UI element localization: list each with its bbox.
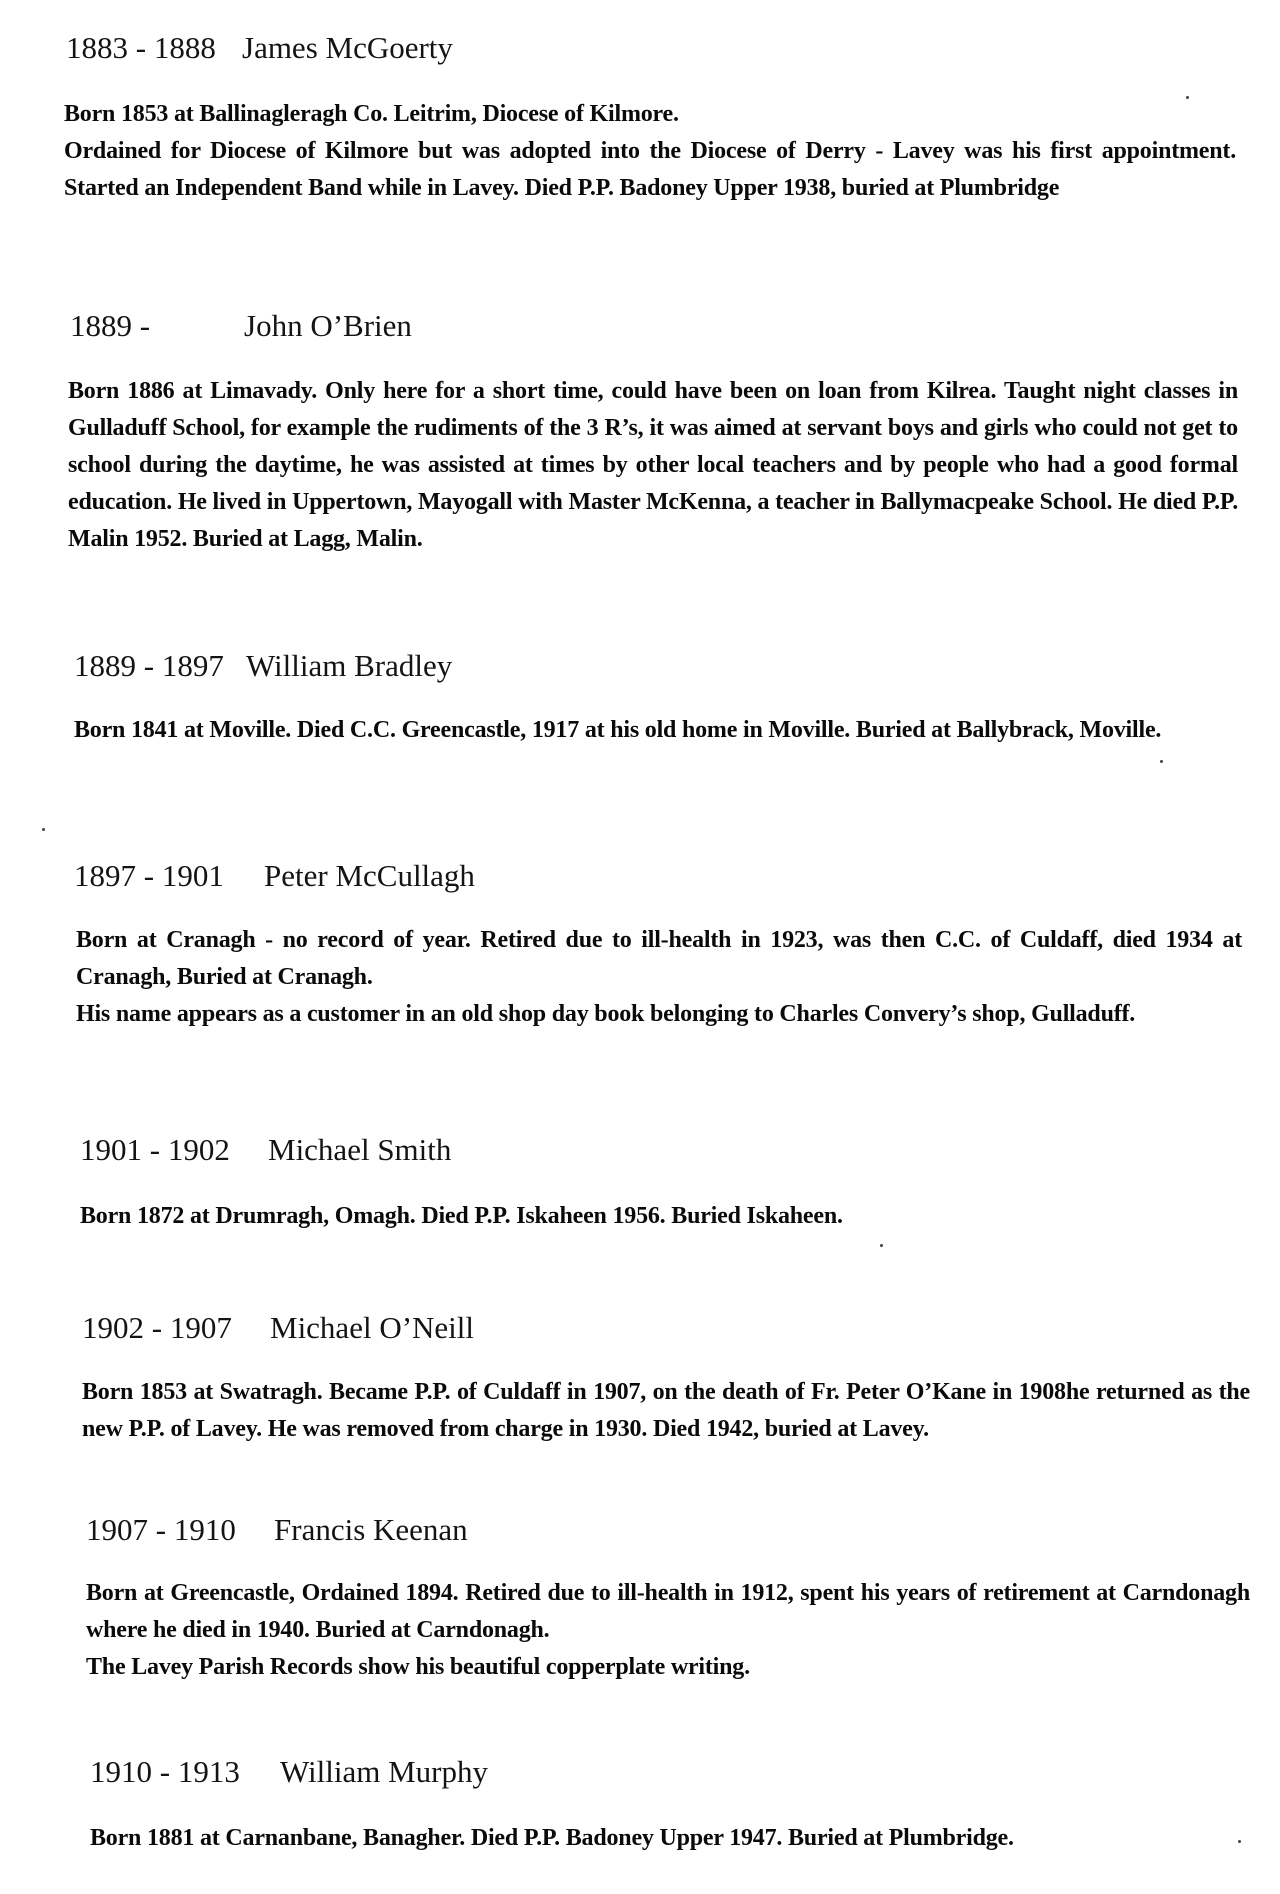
- entry-biography: [86, 1575, 1250, 1686]
- entry-biography: [76, 922, 1242, 1033]
- bio-paragraph: Ordained for Diocese of Kilmore but was adopted into the Diocese of Derry - Lavey was his first appointment. Started an Independent Band while in Lavey. Died P.P. Badoney Upper 1938, buried at Plumbridge: [64, 138, 1236, 201]
- bio-paragraph: Born 1886 at Limavady. Only here for a short time, could have been on loan from Kilrea. Taught night classes in Gulladuff School, for example the rudiments of the 3 R’s, it was aimed at servant boys and girls who could not get to school during the daytime, he was assisted at times by other local teachers and by people who had a good formal education. He lived in Uppertown, Mayogall with Master McKenna, a teacher in Ballymacpeake School. He died P.P. Malin 1952. Buried at Lagg, Malin.: [68, 378, 1238, 552]
- entry-name: Michael Smith: [268, 1132, 452, 1167]
- entry-name: William Murphy: [280, 1754, 488, 1789]
- entry-heading: [66, 30, 453, 66]
- entry-heading: [90, 1754, 488, 1790]
- scan-speck: [42, 828, 45, 831]
- scan-speck: [880, 1244, 883, 1247]
- entry-name: Francis Keenan: [274, 1512, 468, 1547]
- bio-paragraph: Born 1853 at Swatragh. Became P.P. of Culdaff in 1907, on the death of Fr. Peter O’Kane in 1908he returned as the new P.P. of Lavey. He was removed from charge in 1930. Died 1942, buried at Lavey.: [82, 1379, 1250, 1442]
- entry-biography: [74, 712, 1240, 749]
- scan-speck: [1186, 96, 1189, 99]
- scan-speck: [1160, 760, 1163, 763]
- bio-paragraph: Born 1853 at Ballinagleragh Co. Leitrim, Diocese of Kilmore.: [64, 101, 679, 127]
- entry-biography: [82, 1374, 1250, 1448]
- entry-name: John O’Brien: [244, 308, 412, 343]
- bio-paragraph: Born at Greencastle, Ordained 1894. Retired due to ill-health in 1912, spent his years of retirement at Carndonagh where he died in 1940. Buried at Carndonagh.: [86, 1580, 1250, 1643]
- entry-years: 1889 - 1897: [74, 648, 224, 683]
- entry-years: 1902 - 1907: [82, 1310, 232, 1345]
- entry-heading: [80, 1132, 451, 1168]
- entry-years: 1907 - 1910: [86, 1512, 236, 1547]
- entry-years: 1889 -: [70, 308, 151, 343]
- bio-paragraph: Born 1872 at Drumragh, Omagh. Died P.P. Iskaheen 1956. Buried Iskaheen.: [80, 1203, 843, 1229]
- entry-biography: [90, 1820, 1250, 1857]
- entry-years: 1901 - 1902: [80, 1132, 230, 1167]
- entry-heading: [82, 1310, 474, 1346]
- entry-name: James McGoerty: [242, 30, 453, 65]
- entry-name: William Bradley: [246, 648, 453, 683]
- entry-heading: [86, 1512, 468, 1548]
- entry-biography: [64, 96, 1236, 207]
- entry-name: Peter McCullagh: [264, 858, 475, 893]
- bio-paragraph: Born 1841 at Moville. Died C.C. Greencastle, 1917 at his old home in Moville. Buried at Ballybrack, Moville.: [74, 717, 1162, 743]
- entry-heading: [70, 308, 412, 344]
- entry-years: 1910 - 1913: [90, 1754, 240, 1789]
- bio-paragraph: Born at Cranagh - no record of year. Retired due to ill-health in 1923, was then C.C. of Culdaff, died 1934 at Cranagh, Buried at Cranagh.: [76, 927, 1242, 990]
- entry-biography: [80, 1198, 1240, 1235]
- entry-years: 1883 - 1888: [66, 30, 216, 65]
- bio-paragraph: The Lavey Parish Records show his beautiful copperplate writing.: [86, 1654, 750, 1680]
- entry-years: 1897 - 1901: [74, 858, 224, 893]
- entry-biography: [68, 373, 1238, 558]
- entry-heading: [74, 648, 452, 684]
- entry-name: Michael O’Neill: [270, 1310, 475, 1345]
- entry-heading: [74, 858, 475, 894]
- scan-speck: [1238, 1840, 1241, 1843]
- bio-paragraph: Born 1881 at Carnanbane, Banagher. Died P.P. Badoney Upper 1947. Buried at Plumbridge.: [90, 1825, 1014, 1851]
- bio-paragraph: His name appears as a customer in an old shop day book belonging to Charles Convery’s shop, Gulladuff.: [76, 1001, 1136, 1027]
